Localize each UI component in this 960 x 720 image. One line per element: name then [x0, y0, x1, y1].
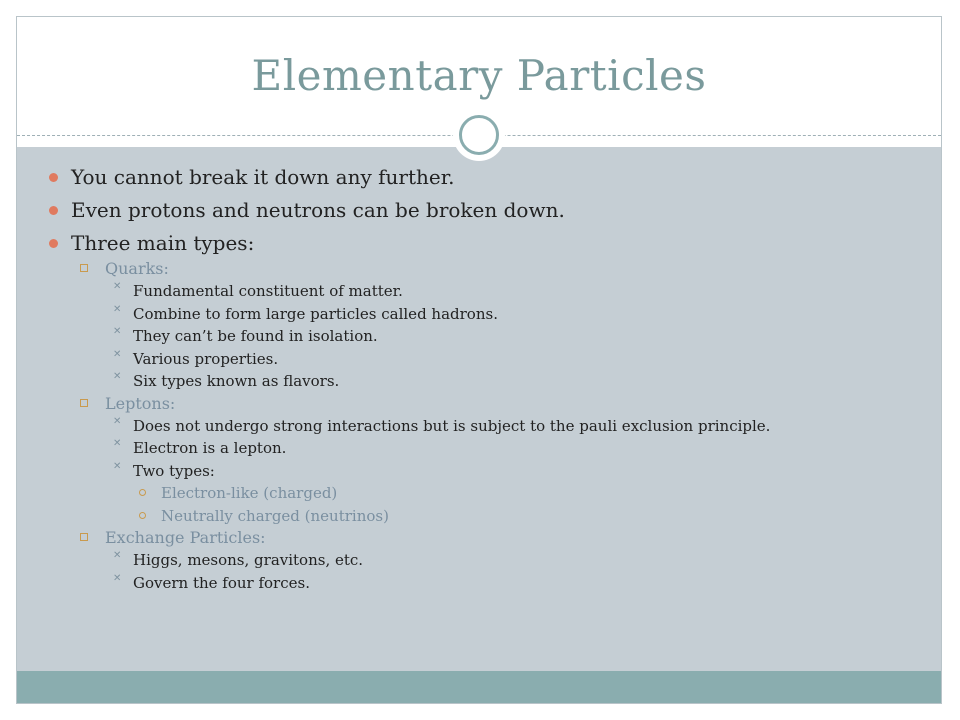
- x-bullet-icon: ✕: [113, 438, 122, 449]
- list-item: [133, 482, 927, 505]
- x-bullet-icon: ✕: [113, 460, 122, 472]
- point-text: Combine to form large particles called hadrons.: [133, 304, 498, 323]
- type-item-quarks: [75, 258, 927, 393]
- point-text: Electron is a lepton.: [133, 439, 287, 457]
- list-item: [105, 415, 927, 438]
- list-item: [105, 549, 927, 572]
- type-name: Leptons:: [105, 393, 176, 413]
- point-text: Higgs, mesons, gravitons, etc.: [133, 551, 364, 569]
- x-bullet-icon: ✕: [113, 348, 122, 360]
- x-bullet-icon: ✕: [113, 371, 122, 382]
- bullet-dot-icon: [49, 173, 58, 182]
- point-text: Does not undergo strong interactions but is subject to the pauli exclusion principle.: [133, 416, 771, 435]
- circle-bullet-icon: [139, 489, 146, 496]
- x-bullet-icon: ✕: [113, 326, 122, 337]
- subtype-list: [133, 482, 927, 527]
- type-name: Exchange Particles:: [105, 528, 266, 547]
- list-item: [105, 280, 927, 303]
- list-item: [133, 505, 927, 528]
- type-points: [105, 549, 927, 594]
- subtype-text: Neutrally charged (neutrinos): [161, 506, 389, 525]
- point-text: Various properties.: [133, 349, 279, 368]
- bullet-text: Three main types:: [71, 231, 255, 255]
- list-item: [105, 460, 927, 528]
- square-bullet-icon: [80, 533, 88, 541]
- bullet-dot-icon: [49, 206, 58, 215]
- type-item-exchange-particles: [75, 527, 927, 594]
- circle-bullet-icon: [139, 512, 146, 519]
- square-bullet-icon: [80, 264, 88, 272]
- ring-inner: [459, 115, 499, 155]
- content-area: [17, 147, 941, 671]
- list-item: [105, 370, 927, 393]
- bullet-dot-icon: [49, 239, 58, 248]
- point-text: Govern the four forces.: [133, 573, 310, 592]
- type-item-leptons: [75, 393, 927, 528]
- square-bullet-icon: [80, 399, 88, 407]
- x-bullet-icon: ✕: [113, 281, 122, 292]
- footer-bar: [17, 671, 941, 703]
- title-ring-ornament: [453, 109, 505, 161]
- bullet-item: [47, 163, 927, 192]
- list-item: [105, 325, 927, 348]
- bullet-text: Even protons and neutrons can be broken down.: [71, 198, 565, 222]
- subtype-text: Electron-like (charged): [161, 484, 338, 502]
- list-item: [105, 303, 927, 326]
- point-text: They can’t be found in isolation.: [133, 327, 378, 345]
- list-item: [105, 348, 927, 371]
- type-list: [75, 258, 927, 594]
- type-points: [105, 280, 927, 393]
- bullet-list: [47, 163, 927, 594]
- type-points: [105, 415, 927, 528]
- x-bullet-icon: ✕: [113, 572, 122, 584]
- slide-title: Elementary Particles: [251, 51, 707, 100]
- x-bullet-icon: ✕: [113, 415, 122, 427]
- point-text: Fundamental constituent of matter.: [133, 282, 403, 300]
- list-item: [105, 572, 927, 595]
- bullet-item: [47, 229, 927, 594]
- bullet-item: [47, 196, 927, 225]
- x-bullet-icon: ✕: [113, 303, 122, 315]
- bullet-text: You cannot break it down any further.: [71, 165, 455, 189]
- list-item: [105, 437, 927, 460]
- type-name: Quarks:: [105, 259, 169, 278]
- point-text: Six types known as flavors.: [133, 372, 340, 390]
- x-bullet-icon: ✕: [113, 550, 122, 561]
- point-text: Two types:: [133, 461, 215, 480]
- slide: [16, 16, 942, 704]
